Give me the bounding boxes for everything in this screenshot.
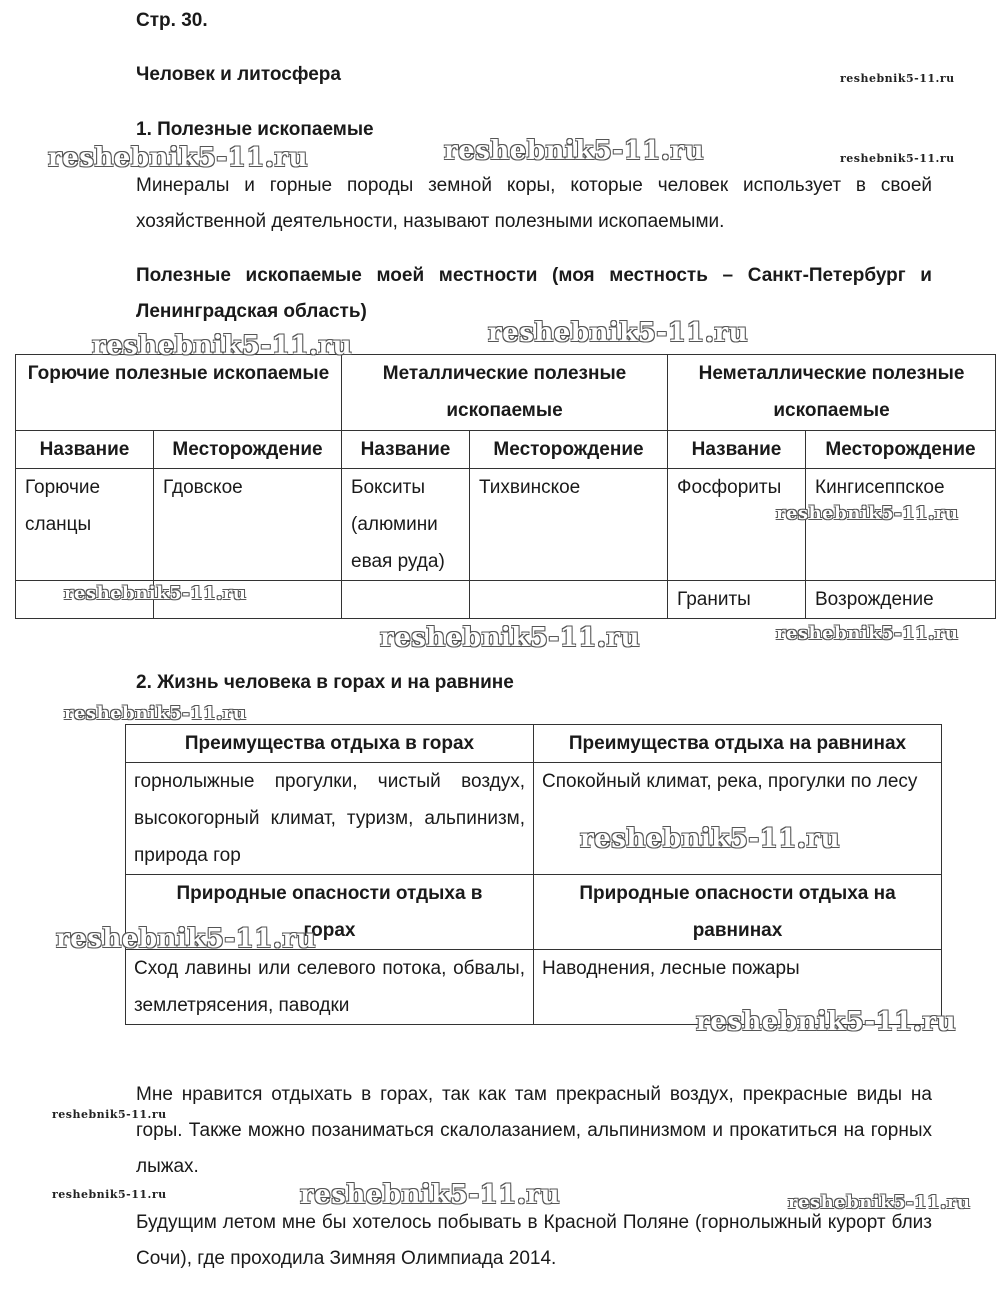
watermark: reshebnik5-11.ru: [56, 924, 317, 954]
mountain-advantages-cell: горнолыжные прогулки, чистый воздух, высокогорный климат, туризм, альпинизм, природа гор: [126, 763, 534, 875]
watermark: reshebnik5-11.ru: [64, 583, 247, 604]
watermark: reshebnik5-11.ru: [300, 1180, 561, 1210]
table-cell: Кингисеппское: [806, 469, 996, 581]
watermark: reshebnik5-11.ru: [840, 152, 955, 165]
life-table: [125, 724, 942, 1025]
watermark: reshebnik5-11.ru: [444, 136, 705, 166]
plain-advantages-cell: Спокойный климат, река, прогулки по лесу: [534, 763, 942, 875]
plain-dangers-cell: Наводнения, лесные пожары: [534, 950, 942, 1025]
section-title: Человек и литосфера: [136, 64, 341, 85]
table-cell: Возрождение: [806, 581, 996, 619]
watermark: reshebnik5-11.ru: [580, 824, 841, 854]
watermark: reshebnik5-11.ru: [776, 623, 959, 644]
table-row: [16, 469, 996, 581]
watermark: reshebnik5-11.ru: [52, 1188, 167, 1201]
table-cell: [470, 581, 668, 619]
subheader-deposit: Месторождение: [470, 431, 668, 469]
watermark: reshebnik5-11.ru: [48, 143, 309, 173]
header-plain-dangers: Природные опасности отдыха на равнинах: [534, 875, 942, 950]
watermark: reshebnik5-11.ru: [840, 72, 955, 85]
table-row: [126, 950, 942, 1025]
table-cell: Граниты: [668, 581, 806, 619]
group-header-fuel: Горючие полезные ископаемые: [16, 355, 342, 431]
table-row: [16, 581, 996, 619]
group-header-metal: Металлические полезные ископаемые: [342, 355, 668, 431]
table-cell: [154, 581, 342, 619]
watermark: reshebnik5-11.ru: [776, 503, 959, 524]
definition-paragraph: Минералы и горные породы земной коры, которые человек использует в своей хозяйственной деятельности, называют полезными ископаемыми.: [136, 175, 932, 232]
page-label: Стр. 30.: [136, 10, 208, 31]
header-mountain-advantages: Преимущества отдыха в горах: [126, 725, 534, 763]
subheader-deposit: Месторождение: [154, 431, 342, 469]
essay-paragraph-1: Мне нравится отдыхать в горах, так как там прекрасный воздух, прекрасные виды на горы. Также можно позаниматься скалолазанием, альпинизмом и прокатиться на горных лыжах.: [136, 1084, 932, 1177]
table-cell: Горючие сланцы: [16, 469, 154, 581]
watermark: reshebnik5-11.ru: [488, 318, 749, 348]
watermark: reshebnik5-11.ru: [52, 1108, 167, 1121]
table-row: [126, 763, 942, 875]
subheader-name: Название: [668, 431, 806, 469]
group-header-nonmetal: Неметаллические полезные ископаемые: [668, 355, 996, 431]
watermark: reshebnik5-11.ru: [92, 331, 353, 361]
watermark: reshebnik5-11.ru: [788, 1192, 971, 1213]
table-cell: [16, 581, 154, 619]
mountain-dangers-cell: Сход лавины или селевого потока, обвалы, землетрясения, паводки: [126, 950, 534, 1025]
table-cell: Бокситы (алюмини евая руда): [342, 469, 470, 581]
subheader-name: Название: [342, 431, 470, 469]
header-plain-advantages: Преимущества отдыха на равнинах: [534, 725, 942, 763]
essay-paragraph-2: Будущим летом мне бы хотелось побывать в Красной Поляне (горнолыжный курорт близ Сочи), где проходила Зимняя Олимпиада 2014.: [136, 1212, 932, 1269]
table-cell: Гдовское: [154, 469, 342, 581]
table-cell: Тихвинское: [470, 469, 668, 581]
header-mountain-dangers: Природные опасности отдыха в горах: [126, 875, 534, 950]
local-minerals-heading: Полезные ископаемые моей местности (моя местность – Санкт-Петербург и Ленинградская область): [136, 265, 932, 322]
part2-heading: 2. Жизнь человека в горах и на равнине: [136, 672, 514, 693]
watermark: reshebnik5-11.ru: [696, 1007, 957, 1037]
part1-heading: 1. Полезные ископаемые: [136, 119, 374, 140]
watermark: reshebnik5-11.ru: [380, 623, 641, 653]
subheader-deposit: Месторождение: [806, 431, 996, 469]
watermark: reshebnik5-11.ru: [64, 703, 247, 724]
subheader-name: Название: [16, 431, 154, 469]
table-cell: [342, 581, 470, 619]
table-cell: Фосфориты: [668, 469, 806, 581]
minerals-table: [15, 354, 996, 619]
